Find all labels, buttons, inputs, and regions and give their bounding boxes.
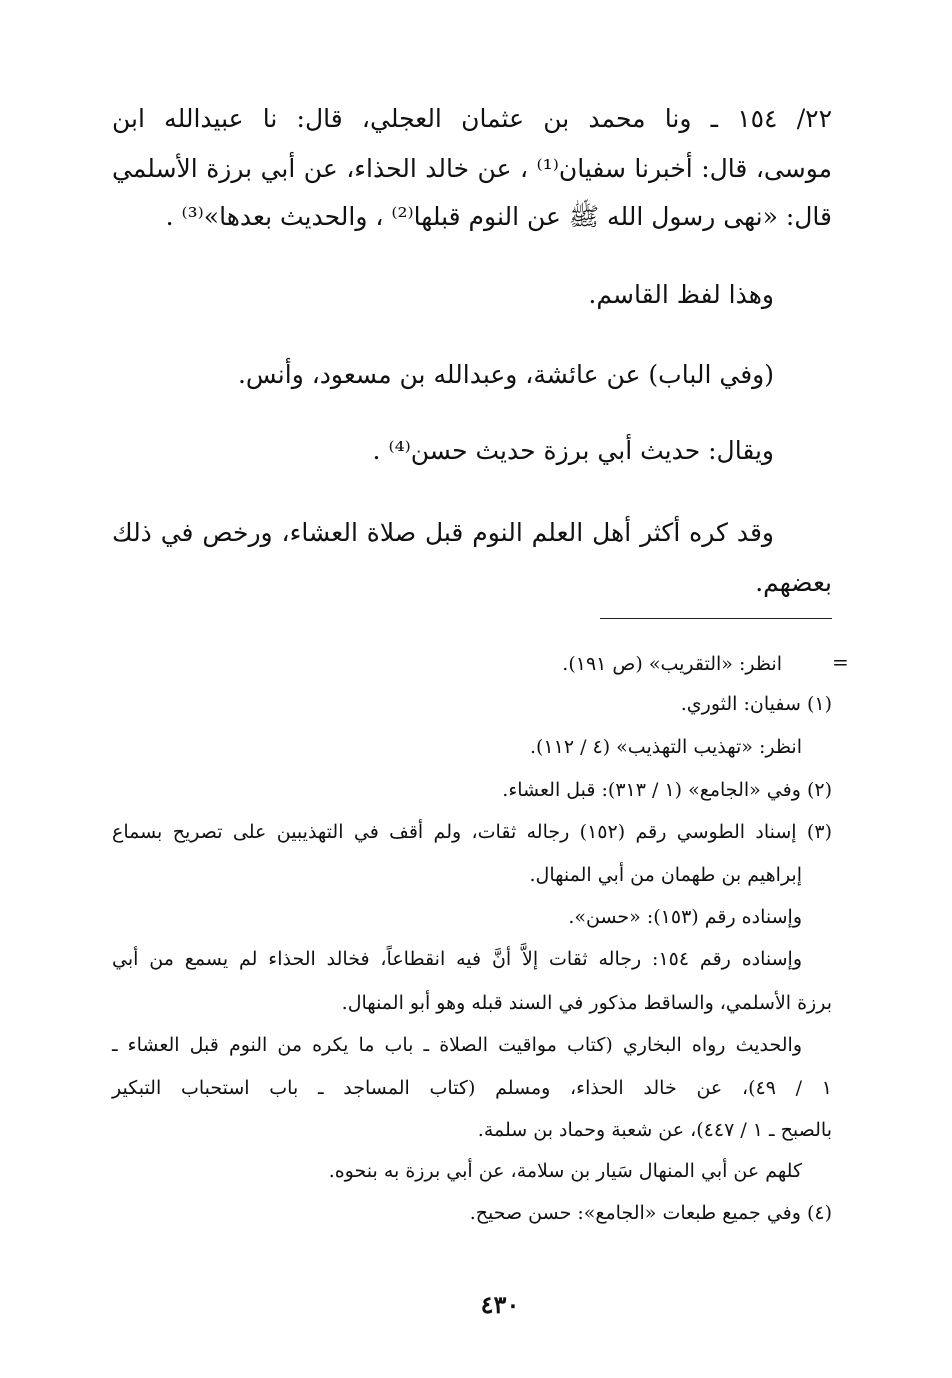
hadith-line-3: قال: «نهى رسول الله ﷺ عن النوم قبلها⁽²⁾ ، والحديث بعدها»⁽³⁾ . <box>165 202 832 231</box>
paragraph-karih-line-1: وقد كره أكثر أهل العلم النوم قبل صلاة العشاء، ورخص في ذلك <box>112 518 774 547</box>
paragraph-bab: (وفي الباب) عن عائشة، وعبدالله بن مسعود، وأنس. <box>237 360 774 389</box>
footnote-1-b: انظر: «تهذيب التهذيب» (٤ / ١١٢). <box>529 736 802 758</box>
footnote-1-a: (١) سفيان: الثوري. <box>680 693 832 715</box>
footnote-3-line-1: (٣) إسناد الطوسي رقم (١٥٢) رجاله ثقات، ولم أقف في التهذيبين على تصريح بسماع <box>112 821 832 843</box>
carry-over-mark: = <box>832 650 849 674</box>
hadith-line-1: ٢٢/ ١٥٤ ـ ونا محمد بن عثمان العجلي، قال: نا عبيدالله ابن <box>112 104 832 133</box>
footnote-3-line-2: إبراهيم بن طهمان من أبي المنهال. <box>529 864 802 886</box>
paragraph-lafz: وهذا لفظ القاسم. <box>588 280 774 309</box>
footnote-3-line-5: برزة الأسلمي، والساقط مذكور في السند قبله وهو أبو المنهال. <box>341 992 832 1014</box>
footnote-carry-over: انظر: «التقريب» (ص ١٩١). <box>562 653 782 675</box>
footnote-3-line-9: كلهم عن أبي المنهال سَيار بن سلامة، عن أبي برزة به بنحوه. <box>328 1160 802 1182</box>
hadith-line-2: موسى، قال: أخبرنا سفيان⁽¹⁾ ، عن خالد الحذاء، عن أبي برزة الأسلمي <box>112 154 832 183</box>
footnote-separator <box>600 618 832 619</box>
footnote-3-line-7: ١ / ٤٩)، عن خالد الحذاء، ومسلم (كتاب المساجد ـ باب استحباب التبكير <box>112 1077 833 1099</box>
footnote-3-line-4: وإسناده رقم ١٥٤: رجاله ثقات إلاَّ أنَّ فيه انقطاعاً، فخالد الحذاء لم يسمع من أبي <box>112 948 803 970</box>
paragraph-karih-line-2: بعضهم. <box>755 568 832 597</box>
footnote-3-line-8: بالصبح ـ ١ / ٤٤٧)، عن شعبة وحماد بن سلمة. <box>477 1119 832 1141</box>
page-number: ٤٣٠ <box>480 1290 520 1319</box>
footnote-3-line-6: والحديث رواه البخاري (كتاب مواقيت الصلاة ـ باب ما يكره من النوم قبل العشاء ـ <box>112 1034 802 1056</box>
footnote-4: (٤) وفي جميع طبعات «الجامع»: حسن صحيح. <box>469 1202 832 1224</box>
footnote-3-line-3: وإسناده رقم (١٥٣): «حسن». <box>568 906 802 928</box>
footnote-2: (٢) وفي «الجامع» (١ / ٣١٣): قبل العشاء. <box>502 779 832 801</box>
paragraph-yuqal: ويقال: حديث أبي برزة حديث حسن⁽⁴⁾ . <box>372 436 774 465</box>
